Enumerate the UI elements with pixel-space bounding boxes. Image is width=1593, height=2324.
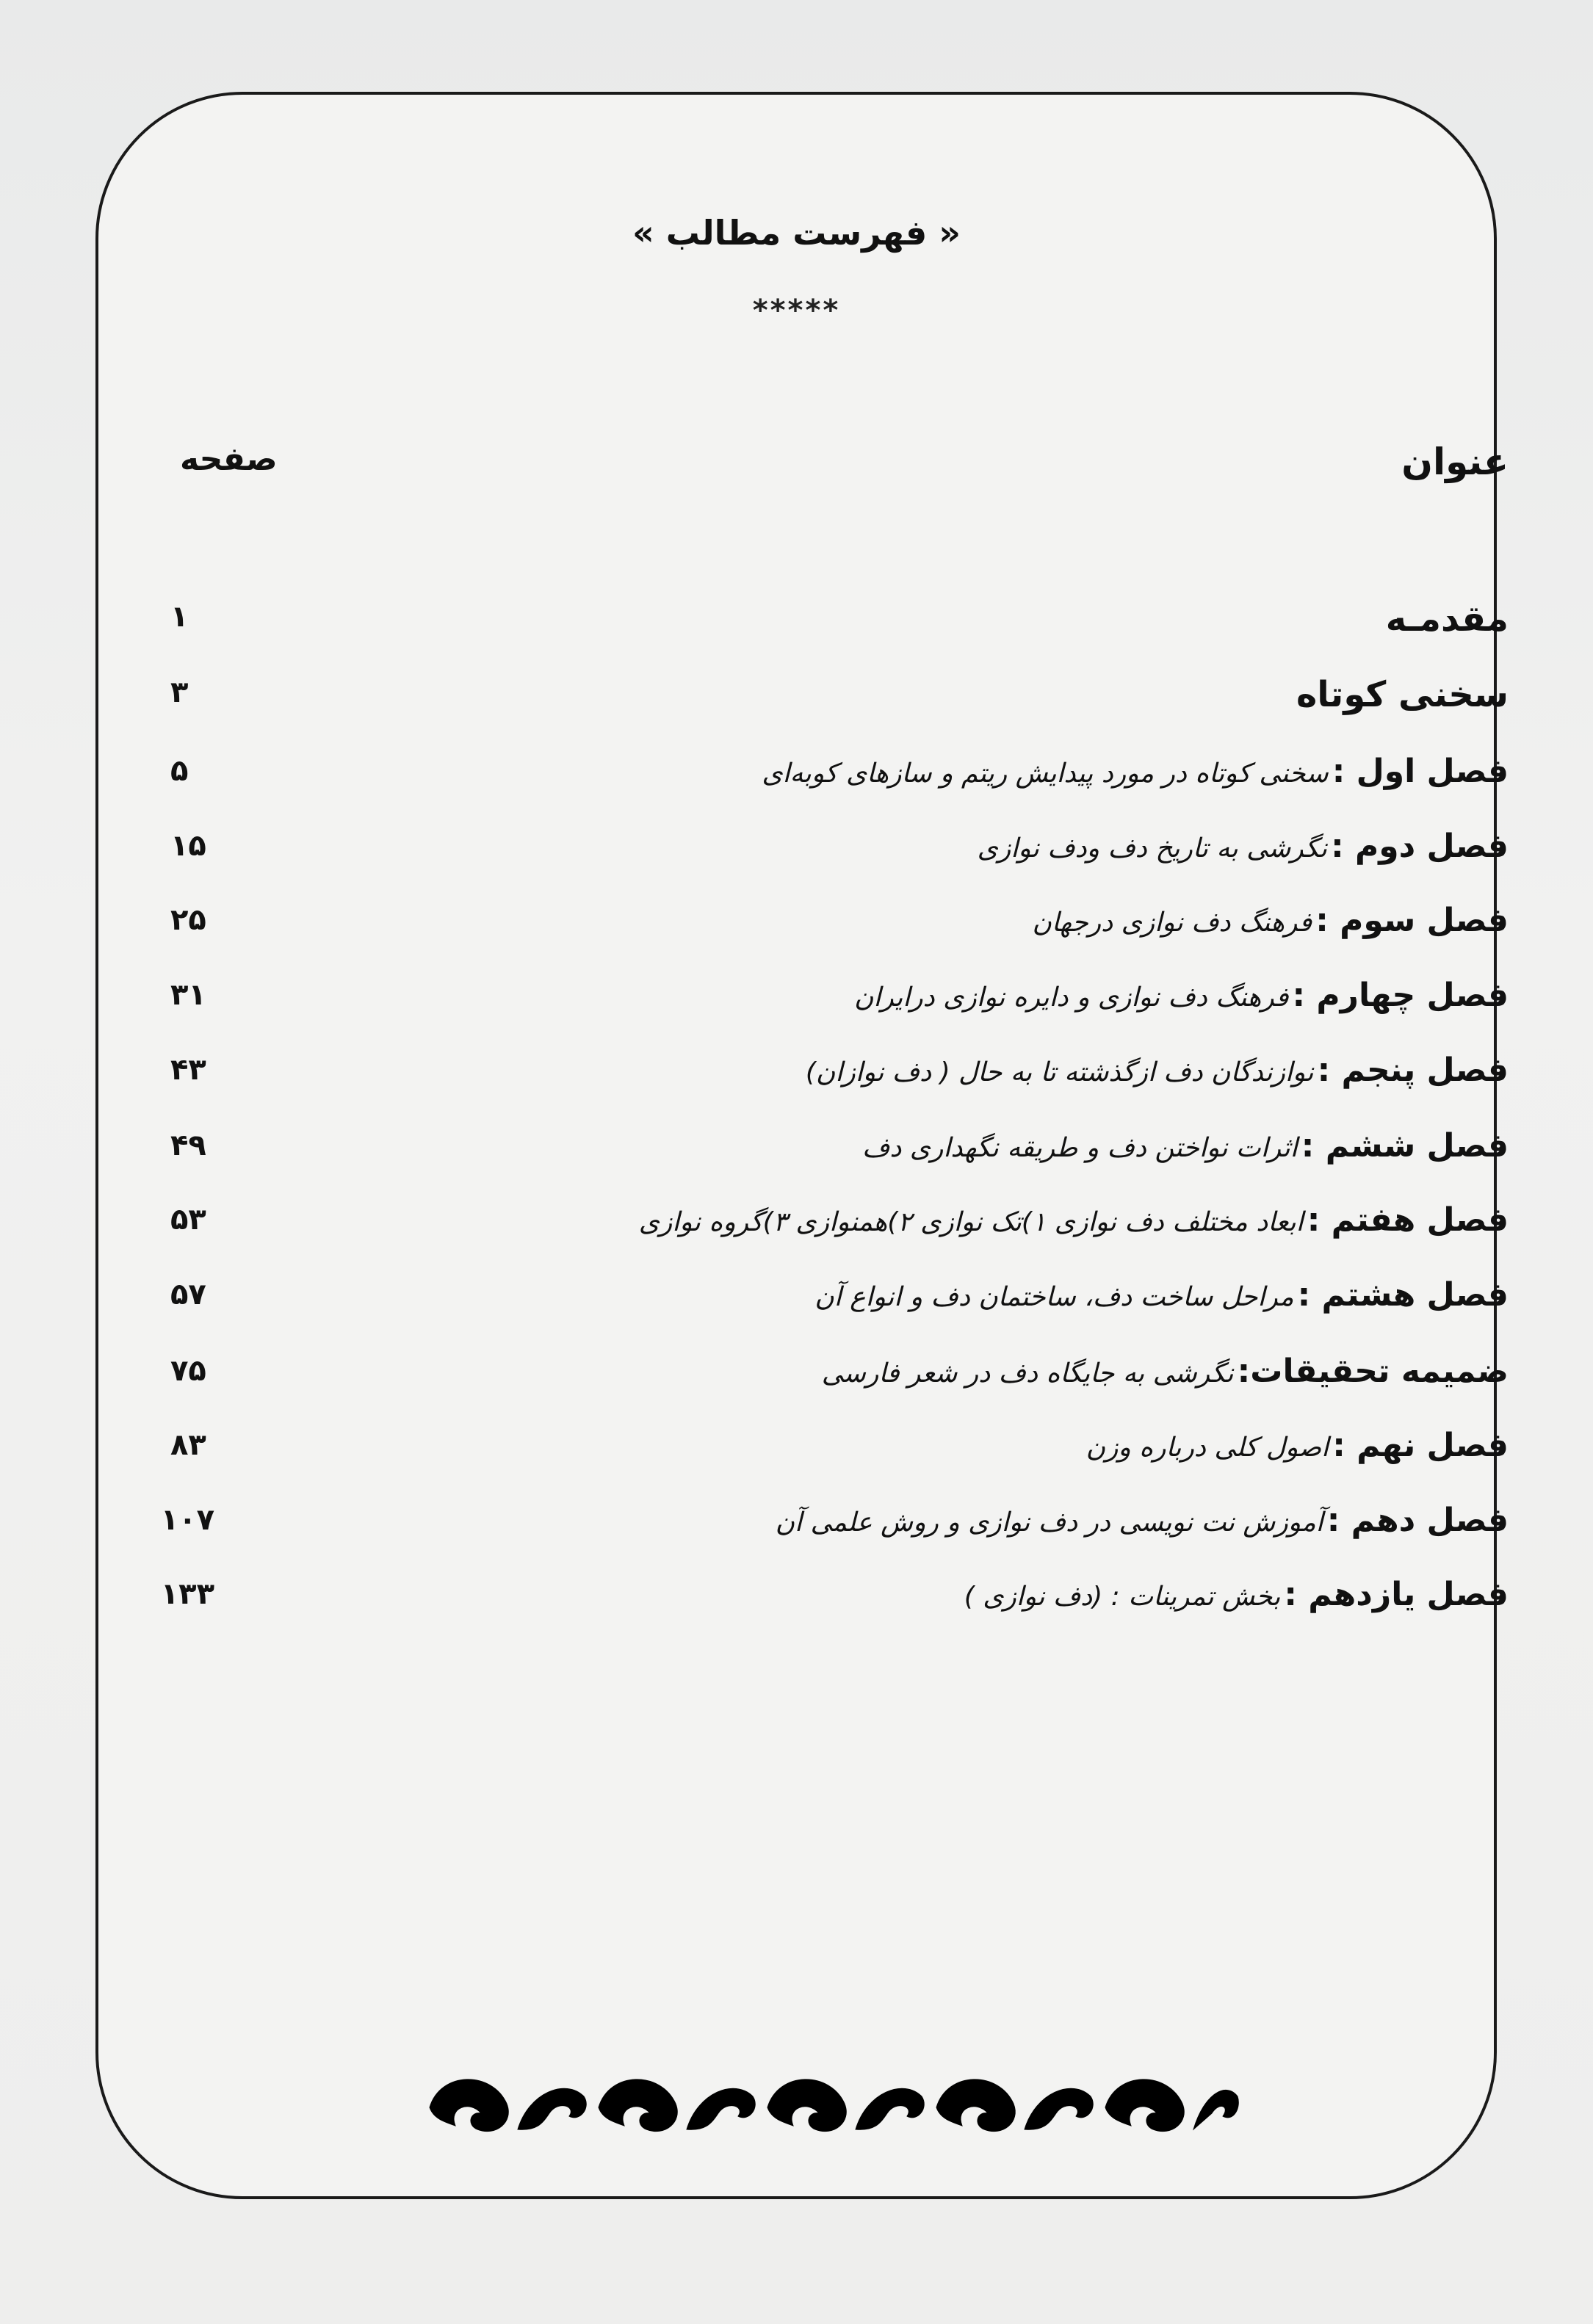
- chapter-description: فرهنگ دف نوازی درجهان: [1032, 908, 1312, 938]
- chapter-label: فصل هفتم :: [1307, 1201, 1509, 1239]
- column-header-title: عنوان: [1401, 441, 1509, 483]
- page-number: ۵۳: [170, 1203, 206, 1237]
- toc-entry-text: [1086, 1427, 1509, 1464]
- chapter-description: نگرشی به تاریخ دف ودف نوازی: [977, 833, 1328, 864]
- chapter-label: مقدمـه: [1385, 598, 1509, 640]
- page-number: ۳: [170, 676, 189, 709]
- toc-entry-text: [639, 1201, 1509, 1239]
- page-number: ۱۳۳: [160, 1577, 214, 1611]
- chapter-label: فصل هشتم :: [1297, 1276, 1509, 1314]
- chapter-label: فصل چهارم :: [1292, 977, 1509, 1014]
- toc-entry-text: [776, 1502, 1509, 1539]
- toc-row: [0, 977, 1593, 1043]
- chapter-description: بخش تمرینات : (دف نوازی ): [964, 1582, 1281, 1612]
- chapter-description: اصول کلی درباره وزن: [1086, 1433, 1329, 1463]
- toc-row: [0, 902, 1593, 968]
- toc-entry-text: [1032, 902, 1509, 939]
- chapter-description: فرهنگ دف نوازی و دایره نوازی درایران: [853, 982, 1289, 1013]
- chapter-label: فصل دوم :: [1331, 828, 1509, 865]
- page-number: ۵۷: [170, 1278, 206, 1311]
- page-number: ۷۵: [170, 1354, 206, 1388]
- toc-entry-text: [854, 977, 1509, 1014]
- chapter-label: فصل اول :: [1332, 753, 1509, 790]
- page-number: ۱۵: [170, 829, 206, 863]
- toc-entry-text: [806, 1051, 1509, 1089]
- toc-row: [0, 1353, 1593, 1419]
- toc-row: [0, 1576, 1593, 1642]
- page-number: ۲۵: [170, 903, 206, 937]
- toc-entry-text: [978, 828, 1509, 865]
- chapter-description: ابعاد مختلف دف نوازی ۱)تک نوازی ۲)همنوازی ۳)گروه نوازی: [638, 1207, 1304, 1237]
- star-divider: *****: [752, 294, 841, 327]
- chapter-label: فصل دهم :: [1326, 1502, 1509, 1539]
- chapter-label: فصل پنجم :: [1317, 1051, 1509, 1089]
- chapter-label: فصل ششم :: [1301, 1127, 1509, 1165]
- toc-row: [0, 1276, 1593, 1342]
- chapter-description: مراحل ساخت دف، ساختمان دف و انواع آن: [814, 1282, 1294, 1312]
- page-number: ۴۹: [170, 1129, 206, 1162]
- toc-row: [0, 828, 1593, 894]
- toc-row: [0, 674, 1593, 740]
- chapter-description: نوازندگان دف ازگذشته تا به حال ( دف نوازان): [805, 1057, 1314, 1087]
- toc-entry-text: [1386, 598, 1509, 640]
- chapter-label: ضمیمه تحقیقات:: [1237, 1353, 1509, 1390]
- chapter-description: سخنی کوتاه در مورد پیدایش ریتم و سازهای کوبه‌ای: [762, 759, 1329, 789]
- toc-row: [0, 753, 1593, 819]
- page-number: ۴۳: [170, 1053, 206, 1087]
- page-number: ۱۰۷: [160, 1503, 214, 1537]
- page-number: ۱: [170, 600, 189, 634]
- toc-row: [0, 1051, 1593, 1118]
- page-number: ۸۳: [170, 1428, 206, 1462]
- chapter-label: فصل یازدهم :: [1284, 1576, 1509, 1613]
- toc-entry-text: [1296, 674, 1509, 715]
- toc-row: [0, 598, 1593, 665]
- page-number: ۵: [170, 754, 189, 788]
- chapter-label: فصل نهم :: [1332, 1427, 1509, 1464]
- toc-row: [0, 1502, 1593, 1568]
- column-header-page: صفحه: [180, 441, 278, 478]
- floral-ornament-border: [426, 2063, 1241, 2144]
- page-title: « فهرست مطالب »: [632, 213, 961, 253]
- toc-entry-text: [822, 1353, 1509, 1390]
- toc-row: [0, 1427, 1593, 1493]
- page-number: ۳۱: [170, 978, 206, 1012]
- toc-row: [0, 1201, 1593, 1267]
- toc-entry-text: [814, 1276, 1509, 1314]
- chapter-description: نگرشی به جایگاه دف در شعر فارسی: [821, 1358, 1234, 1389]
- toc-entry-text: [862, 1127, 1509, 1165]
- toc-entry-text: [964, 1576, 1509, 1613]
- chapter-label: فصل سوم :: [1315, 902, 1509, 939]
- toc-entry-text: [762, 753, 1509, 790]
- chapter-description: اثرات نواختن دف و طریقه نگهداری دف: [862, 1133, 1298, 1163]
- chapter-label: سخنی کوتاه: [1296, 674, 1509, 715]
- chapter-description: آموزش نت نویسی در دف نوازی و روش علمی آن: [775, 1507, 1323, 1538]
- toc-row: [0, 1127, 1593, 1193]
